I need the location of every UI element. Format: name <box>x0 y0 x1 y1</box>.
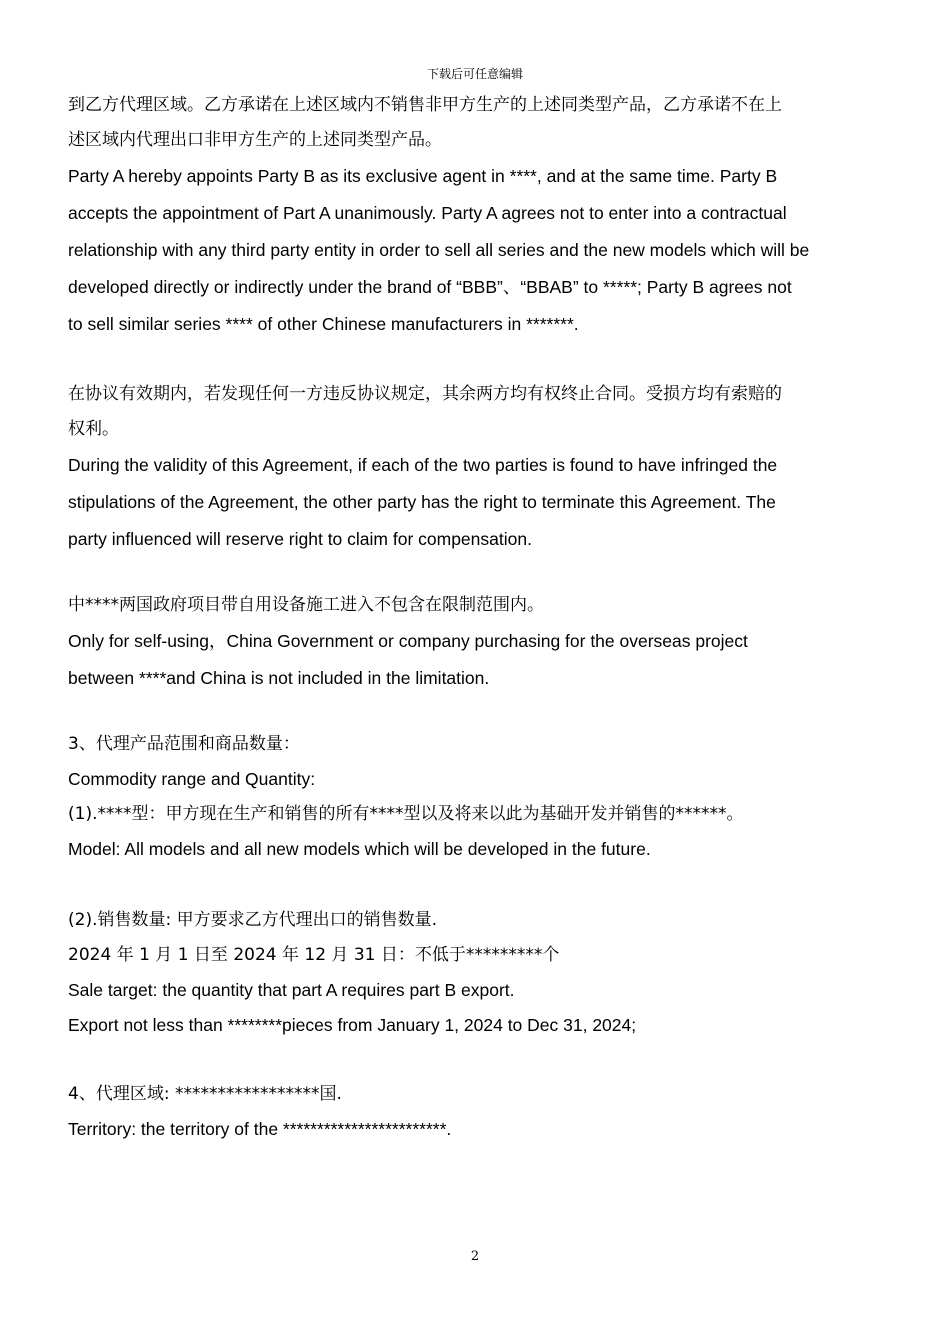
commodity-item2-en-1: Sale target: the quantity that part A requires part B export. <box>68 980 515 1000</box>
exclusive-en-line-5: to sell similar series **** of other Chinese manufacturers in *******. <box>68 314 579 334</box>
termination-cn-line-1: 在协议有效期内，若发现任何一方违反协议规定，其余两方均有权终止合同。受损方均有索赔的 <box>68 384 782 404</box>
commodity-item2-cn: (2).销售数量: 甲方要求乙方代理出口的销售数量. <box>68 910 438 930</box>
paragraph-gap <box>68 343 888 377</box>
exclusive-en-line-3: relationship with any third party entity in order to sell all series and the new models which will be <box>68 240 810 260</box>
exclusive-cn-line-2: 述区域内代理出口非甲方生产的上述同类型产品。 <box>68 130 442 150</box>
paragraph-gap <box>68 867 888 903</box>
commodity-section <box>68 727 888 1043</box>
page-number: 2 <box>470 1249 480 1264</box>
exclusive-cn-line-1: 到乙方代理区域。乙方承诺在上述区域内不销售非甲方生产的上述同类型产品，乙方承诺不在上 <box>68 95 782 115</box>
commodity-en-heading: Commodity range and Quantity: <box>68 769 316 789</box>
commodity-item1-en: Model: All models and all new models which will be developed in the future. <box>68 839 651 859</box>
exclusive-en-line-1: Party A hereby appoints Party B as its exclusive agent in ****, and at the same time. Party B <box>68 166 778 186</box>
page-header: 下载后可任意编辑 <box>426 67 523 81</box>
termination-cn-line-2: 权利。 <box>68 419 119 439</box>
exclusive-clause <box>68 88 888 343</box>
territory-en-heading: Territory: the territory of the ************************. <box>68 1119 452 1139</box>
commodity-cn-heading: 3、代理产品范围和商品数量： <box>68 734 300 754</box>
termination-en-line-2: stipulations of the Agreement, the other party has the right to terminate this Agreement. The <box>68 492 776 512</box>
exception-en-line-1: Only for self-using，China Government or company purchasing for the overseas project <box>68 631 748 651</box>
exception-cn-line-1: 中****两国政府项目带自用设备施工进入不包含在限制范围内。 <box>68 595 544 615</box>
document-body <box>68 88 888 1147</box>
territory-section <box>68 1077 888 1147</box>
paragraph-gap <box>68 1043 888 1077</box>
commodity-item2-cn-date: 2024 年 1 月 1 日至 2024 年 12 月 31 日：不低于*********个 <box>68 945 560 965</box>
territory-cn-heading: 4、代理区域: *****************国. <box>68 1084 342 1104</box>
termination-en-line-1: During the validity of this Agreement, if each of the two parties is found to have infringed the <box>68 455 778 475</box>
commodity-item1-cn: (1).****型：甲方现在生产和销售的所有****型以及将来以此为基础开发并销售的******。 <box>68 804 744 824</box>
exception-en-line-2: between ****and China is not included in the limitation. <box>68 668 490 688</box>
exclusive-en-line-2: accepts the appointment of Part A unanimously. Party A agrees not to enter into a contractual <box>68 203 787 223</box>
paragraph-gap <box>68 558 888 588</box>
exclusive-en-line-4: developed directly or indirectly under the brand of “BBB”、“BBAB” to *****; Party B agrees not <box>68 277 792 297</box>
termination-en-line-3: party influenced will reserve right to claim for compensation. <box>68 529 532 549</box>
paragraph-gap <box>68 697 888 727</box>
commodity-item2-en-2: Export not less than ********pieces from January 1, 2024 to Dec 31, 2024; <box>68 1015 637 1035</box>
termination-clause <box>68 377 888 558</box>
exception-clause <box>68 588 888 697</box>
